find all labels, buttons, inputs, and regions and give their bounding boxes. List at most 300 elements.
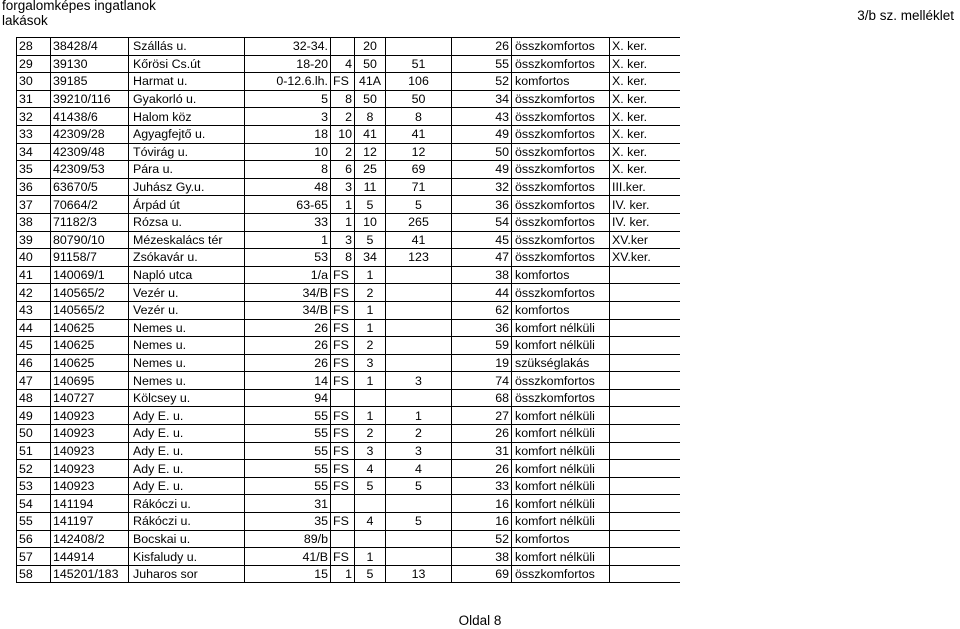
cell-house-number: 55 [245, 460, 331, 478]
cell-building: FS [331, 319, 355, 337]
cell-street: Vezér u. [129, 284, 245, 302]
cell-floor: 41 [355, 125, 386, 143]
cell-area: 27 [452, 407, 512, 425]
cell-lot-number: 140695 [51, 372, 129, 390]
cell-door: 71 [386, 178, 452, 196]
cell-house-number: 26 [245, 354, 331, 372]
cell-street: Nemes u. [129, 372, 245, 390]
table-row [17, 55, 680, 73]
cell-door: 51 [386, 55, 452, 73]
cell-floor: 2 [355, 337, 386, 355]
cell-comfort-level: összkomfortos [512, 55, 610, 73]
table-row [17, 477, 680, 495]
cell-door: 41 [386, 125, 452, 143]
cell-row-number: 52 [17, 460, 51, 478]
cell-building: 6 [331, 161, 355, 179]
cell-building [331, 389, 355, 407]
cell-street: Juhász Gy.u. [129, 178, 245, 196]
cell-floor: 5 [355, 196, 386, 214]
cell-floor: 10 [355, 213, 386, 231]
cell-comfort-level: összkomfortos [512, 284, 610, 302]
cell-area: 52 [452, 73, 512, 91]
table-row [17, 90, 680, 108]
cell-district [610, 513, 680, 531]
cell-building: 10 [331, 125, 355, 143]
cell-door: 123 [386, 249, 452, 267]
cell-door: 12 [386, 143, 452, 161]
table-row [17, 372, 680, 390]
cell-district [610, 319, 680, 337]
cell-street: Rákóczi u. [129, 495, 245, 513]
cell-floor: 1 [355, 301, 386, 319]
cell-district [610, 495, 680, 513]
table-row [17, 161, 680, 179]
cell-street: Juharos sor [129, 565, 245, 583]
cell-area: 26 [452, 38, 512, 56]
cell-lot-number: 142408/2 [51, 530, 129, 548]
table-row [17, 548, 680, 566]
cell-lot-number: 42309/53 [51, 161, 129, 179]
cell-building: FS [331, 442, 355, 460]
cell-floor: 2 [355, 425, 386, 443]
cell-floor: 3 [355, 442, 386, 460]
table-row [17, 460, 680, 478]
cell-floor: 4 [355, 460, 386, 478]
cell-comfort-level: összkomfortos [512, 125, 610, 143]
cell-row-number: 48 [17, 389, 51, 407]
cell-house-number: 55 [245, 407, 331, 425]
cell-door: 3 [386, 442, 452, 460]
cell-door [386, 266, 452, 284]
table-row [17, 213, 680, 231]
table-row [17, 442, 680, 460]
cell-building: 8 [331, 249, 355, 267]
cell-door: 13 [386, 565, 452, 583]
cell-street: Ady E. u. [129, 425, 245, 443]
cell-lot-number: 140727 [51, 389, 129, 407]
cell-row-number: 30 [17, 73, 51, 91]
cell-floor: 50 [355, 90, 386, 108]
table-row [17, 301, 680, 319]
cell-floor: 4 [355, 513, 386, 531]
cell-floor: 5 [355, 477, 386, 495]
cell-lot-number: 38428/4 [51, 38, 129, 56]
cell-row-number: 47 [17, 372, 51, 390]
cell-floor [355, 495, 386, 513]
cell-building [331, 495, 355, 513]
cell-area: 16 [452, 513, 512, 531]
cell-street: Nemes u. [129, 354, 245, 372]
cell-door: 106 [386, 73, 452, 91]
cell-lot-number: 63670/5 [51, 178, 129, 196]
cell-district [610, 372, 680, 390]
cell-row-number: 42 [17, 284, 51, 302]
cell-row-number: 44 [17, 319, 51, 337]
table-row [17, 354, 680, 372]
cell-area: 50 [452, 143, 512, 161]
cell-comfort-level: komfort nélküli [512, 548, 610, 566]
cell-area: 44 [452, 284, 512, 302]
cell-door [386, 530, 452, 548]
cell-house-number: 55 [245, 477, 331, 495]
cell-district: IV. ker. [610, 213, 680, 231]
cell-comfort-level: komfort nélküli [512, 495, 610, 513]
cell-area: 47 [452, 249, 512, 267]
cell-street: Bocskai u. [129, 530, 245, 548]
cell-building: FS [331, 372, 355, 390]
cell-row-number: 53 [17, 477, 51, 495]
cell-comfort-level: komfort nélküli [512, 460, 610, 478]
page-number: Oldal 8 [458, 613, 502, 628]
table-row [17, 73, 680, 91]
table-row [17, 565, 680, 583]
cell-building: FS [331, 266, 355, 284]
cell-area: 49 [452, 125, 512, 143]
cell-door [386, 337, 452, 355]
property-table [16, 37, 680, 583]
cell-door [386, 389, 452, 407]
cell-house-number: 0-12.6.lh. [245, 73, 331, 91]
cell-row-number: 55 [17, 513, 51, 531]
cell-district: X. ker. [610, 73, 680, 91]
cell-building [331, 38, 355, 56]
cell-floor: 1 [355, 407, 386, 425]
cell-row-number: 41 [17, 266, 51, 284]
cell-district [610, 407, 680, 425]
table-row [17, 108, 680, 126]
cell-floor: 1 [355, 372, 386, 390]
cell-door: 5 [386, 513, 452, 531]
cell-street: Zsókavár u. [129, 249, 245, 267]
cell-house-number: 34/B [245, 301, 331, 319]
cell-district: IV. ker. [610, 196, 680, 214]
table-row [17, 389, 680, 407]
table-row [17, 196, 680, 214]
cell-floor: 11 [355, 178, 386, 196]
table-row [17, 495, 680, 513]
table-row [17, 425, 680, 443]
cell-house-number: 3 [245, 108, 331, 126]
cell-house-number: 63-65 [245, 196, 331, 214]
cell-district [610, 442, 680, 460]
cell-area: 36 [452, 196, 512, 214]
cell-house-number: 10 [245, 143, 331, 161]
table-row [17, 143, 680, 161]
cell-floor: 5 [355, 565, 386, 583]
cell-row-number: 39 [17, 231, 51, 249]
cell-door: 1 [386, 407, 452, 425]
cell-row-number: 51 [17, 442, 51, 460]
cell-comfort-level: komfortos [512, 73, 610, 91]
cell-lot-number: 140565/2 [51, 284, 129, 302]
cell-district: XV.ker. [610, 249, 680, 267]
cell-door: 3 [386, 372, 452, 390]
cell-door: 50 [386, 90, 452, 108]
cell-house-number: 26 [245, 337, 331, 355]
cell-house-number: 94 [245, 389, 331, 407]
cell-area: 59 [452, 337, 512, 355]
cell-building: 3 [331, 178, 355, 196]
cell-street: Harmat u. [129, 73, 245, 91]
cell-house-number: 18-20 [245, 55, 331, 73]
cell-lot-number: 70664/2 [51, 196, 129, 214]
table-row [17, 337, 680, 355]
cell-lot-number: 42309/48 [51, 143, 129, 161]
cell-comfort-level: komfortos [512, 530, 610, 548]
cell-lot-number: 42309/28 [51, 125, 129, 143]
cell-area: 43 [452, 108, 512, 126]
table-body [17, 38, 680, 583]
cell-floor: 25 [355, 161, 386, 179]
cell-door: 41 [386, 231, 452, 249]
cell-floor [355, 530, 386, 548]
table-row [17, 319, 680, 337]
cell-street: Ady E. u. [129, 407, 245, 425]
cell-district: X. ker. [610, 108, 680, 126]
cell-area: 45 [452, 231, 512, 249]
cell-floor: 20 [355, 38, 386, 56]
cell-lot-number: 140923 [51, 477, 129, 495]
cell-comfort-level: komfort nélküli [512, 477, 610, 495]
cell-area: 33 [452, 477, 512, 495]
cell-house-number: 15 [245, 565, 331, 583]
cell-comfort-level: összkomfortos [512, 178, 610, 196]
cell-lot-number: 140923 [51, 407, 129, 425]
cell-building: 1 [331, 213, 355, 231]
cell-comfort-level: komfort nélküli [512, 319, 610, 337]
cell-comfort-level: komfortos [512, 266, 610, 284]
cell-door: 8 [386, 108, 452, 126]
cell-lot-number: 141194 [51, 495, 129, 513]
cell-street: Ady E. u. [129, 477, 245, 495]
cell-street: Nemes u. [129, 319, 245, 337]
cell-house-number: 35 [245, 513, 331, 531]
cell-lot-number: 91158/7 [51, 249, 129, 267]
cell-lot-number: 145201/183 [51, 565, 129, 583]
cell-house-number: 89/b [245, 530, 331, 548]
cell-door: 5 [386, 196, 452, 214]
cell-floor: 5 [355, 231, 386, 249]
table-row [17, 407, 680, 425]
cell-house-number: 33 [245, 213, 331, 231]
cell-district [610, 266, 680, 284]
cell-door: 69 [386, 161, 452, 179]
cell-area: 62 [452, 301, 512, 319]
cell-comfort-level: komfort nélküli [512, 407, 610, 425]
cell-row-number: 32 [17, 108, 51, 126]
cell-street: Vezér u. [129, 301, 245, 319]
cell-row-number: 29 [17, 55, 51, 73]
cell-district: X. ker. [610, 38, 680, 56]
cell-building: FS [331, 460, 355, 478]
cell-comfort-level: komfort nélküli [512, 442, 610, 460]
cell-lot-number: 140923 [51, 460, 129, 478]
cell-lot-number: 140625 [51, 354, 129, 372]
cell-street: Szállás u. [129, 38, 245, 56]
cell-street: Kőrösi Cs.út [129, 55, 245, 73]
cell-building: 4 [331, 55, 355, 73]
table-row [17, 125, 680, 143]
cell-district [610, 530, 680, 548]
cell-comfort-level: összkomfortos [512, 231, 610, 249]
cell-door [386, 354, 452, 372]
cell-comfort-level: összkomfortos [512, 143, 610, 161]
cell-floor: 12 [355, 143, 386, 161]
cell-street: Rákóczi u. [129, 513, 245, 531]
cell-district: X. ker. [610, 125, 680, 143]
cell-door: 5 [386, 477, 452, 495]
cell-comfort-level: összkomfortos [512, 372, 610, 390]
cell-floor: 34 [355, 249, 386, 267]
cell-street: Árpád út [129, 196, 245, 214]
cell-street: Mézeskalács tér [129, 231, 245, 249]
cell-comfort-level: összkomfortos [512, 213, 610, 231]
cell-lot-number: 140923 [51, 425, 129, 443]
cell-building: FS [331, 354, 355, 372]
cell-building: FS [331, 548, 355, 566]
table-row [17, 178, 680, 196]
cell-comfort-level: összkomfortos [512, 249, 610, 267]
title-line-1: forgalomképes ingatlanok [2, 0, 156, 13]
cell-building: 1 [331, 565, 355, 583]
cell-floor: 1 [355, 319, 386, 337]
cell-building: FS [331, 284, 355, 302]
table-row [17, 284, 680, 302]
cell-lot-number: 80790/10 [51, 231, 129, 249]
cell-building: FS [331, 73, 355, 91]
cell-district [610, 548, 680, 566]
cell-row-number: 50 [17, 425, 51, 443]
cell-house-number: 48 [245, 178, 331, 196]
cell-row-number: 40 [17, 249, 51, 267]
cell-comfort-level: összkomfortos [512, 90, 610, 108]
cell-door [386, 548, 452, 566]
cell-row-number: 35 [17, 161, 51, 179]
table-row [17, 513, 680, 531]
cell-district [610, 301, 680, 319]
cell-comfort-level: komfort nélküli [512, 337, 610, 355]
cell-area: 26 [452, 425, 512, 443]
cell-row-number: 36 [17, 178, 51, 196]
cell-street: Tóvirág u. [129, 143, 245, 161]
cell-building: FS [331, 513, 355, 531]
cell-district [610, 425, 680, 443]
cell-house-number: 55 [245, 442, 331, 460]
cell-door [386, 284, 452, 302]
cell-floor: 3 [355, 354, 386, 372]
cell-building: 8 [331, 90, 355, 108]
cell-district [610, 565, 680, 583]
cell-comfort-level: szükséglakás [512, 354, 610, 372]
cell-door [386, 301, 452, 319]
cell-floor [355, 389, 386, 407]
cell-house-number: 1/a [245, 266, 331, 284]
cell-floor: 1 [355, 266, 386, 284]
cell-area: 52 [452, 530, 512, 548]
cell-area: 55 [452, 55, 512, 73]
cell-street: Kisfaludy u. [129, 548, 245, 566]
cell-house-number: 8 [245, 161, 331, 179]
cell-street: Nemes u. [129, 337, 245, 355]
cell-house-number: 14 [245, 372, 331, 390]
cell-floor: 1 [355, 548, 386, 566]
cell-street: Kölcsey u. [129, 389, 245, 407]
cell-door [386, 319, 452, 337]
cell-floor: 8 [355, 108, 386, 126]
cell-house-number: 32-34. [245, 38, 331, 56]
table-row [17, 231, 680, 249]
appendix-label: 3/b sz. melléklet [857, 8, 954, 23]
cell-building: FS [331, 337, 355, 355]
cell-lot-number: 39130 [51, 55, 129, 73]
cell-row-number: 45 [17, 337, 51, 355]
cell-area: 69 [452, 565, 512, 583]
cell-area: 54 [452, 213, 512, 231]
cell-area: 68 [452, 389, 512, 407]
table-row [17, 530, 680, 548]
cell-area: 26 [452, 460, 512, 478]
cell-lot-number: 140565/2 [51, 301, 129, 319]
cell-floor: 41A [355, 73, 386, 91]
cell-area: 34 [452, 90, 512, 108]
cell-row-number: 38 [17, 213, 51, 231]
cell-area: 36 [452, 319, 512, 337]
cell-comfort-level: összkomfortos [512, 389, 610, 407]
cell-lot-number: 39185 [51, 73, 129, 91]
cell-area: 19 [452, 354, 512, 372]
cell-lot-number: 140069/1 [51, 266, 129, 284]
title-line-2: lakások [2, 13, 48, 28]
cell-door: 4 [386, 460, 452, 478]
cell-comfort-level: összkomfortos [512, 38, 610, 56]
cell-building: 1 [331, 196, 355, 214]
cell-comfort-level: összkomfortos [512, 196, 610, 214]
cell-lot-number: 140625 [51, 337, 129, 355]
cell-area: 32 [452, 178, 512, 196]
table-row [17, 38, 680, 56]
cell-door: 2 [386, 425, 452, 443]
cell-lot-number: 39210/116 [51, 90, 129, 108]
cell-lot-number: 140625 [51, 319, 129, 337]
cell-district [610, 477, 680, 495]
cell-district: X. ker. [610, 143, 680, 161]
cell-street: Agyagfejtő u. [129, 125, 245, 143]
cell-house-number: 53 [245, 249, 331, 267]
cell-house-number: 41/B [245, 548, 331, 566]
cell-street: Rózsa u. [129, 213, 245, 231]
cell-house-number: 34/B [245, 284, 331, 302]
cell-door [386, 38, 452, 56]
cell-building: FS [331, 301, 355, 319]
cell-district [610, 354, 680, 372]
cell-comfort-level: összkomfortos [512, 108, 610, 126]
cell-row-number: 56 [17, 530, 51, 548]
cell-house-number: 5 [245, 90, 331, 108]
cell-floor: 2 [355, 284, 386, 302]
cell-comfort-level: komfort nélküli [512, 425, 610, 443]
document-title [2, 0, 156, 28]
cell-building: 3 [331, 231, 355, 249]
cell-comfort-level: összkomfortos [512, 161, 610, 179]
cell-street: Napló utca [129, 266, 245, 284]
cell-area: 49 [452, 161, 512, 179]
cell-district [610, 460, 680, 478]
cell-building: 2 [331, 108, 355, 126]
cell-district: XV.ker [610, 231, 680, 249]
cell-door [386, 495, 452, 513]
cell-district [610, 284, 680, 302]
cell-row-number: 33 [17, 125, 51, 143]
